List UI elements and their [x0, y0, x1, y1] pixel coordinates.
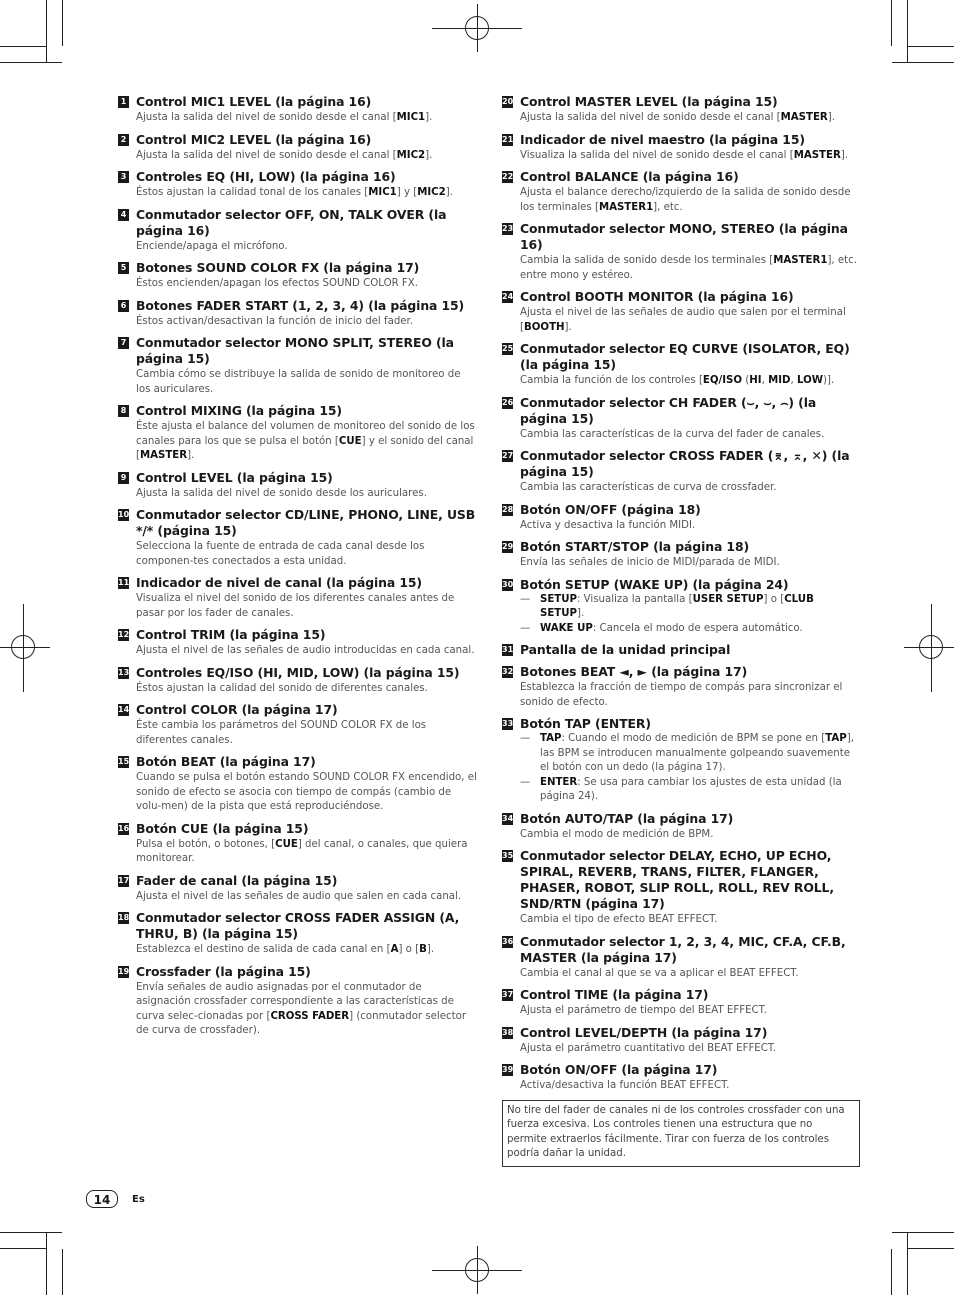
item-title: Fader de canal (la página 15) — [136, 872, 338, 888]
item-number-badge: 24 — [502, 292, 514, 301]
item-title: Conmutador selector OFF, ON, TALK OVER (la página 16) — [136, 206, 447, 238]
list-item-17 — [118, 873, 478, 905]
list-item-11 — [118, 575, 478, 621]
item-title: Conmutador selector DELAY, ECHO, UP ECHO, SPIRAL, REVERB, TRANS, FILTER, FLANGER, PHASER, ROBOT, SLIP ROLL, ROLL, REV ROLL, SND/RTN (página 17) — [520, 848, 834, 911]
item-description: Establezca el destino de salida de cada canal en [A] o [B]. — [136, 944, 435, 955]
item-description: Éste ajusta el balance del volumen de monitoreo del sonido de los canales para los que se pulsa el botón [CUE] y el sonido del canal [MASTER]. — [136, 421, 475, 461]
item-number-badge: 1 — [118, 96, 129, 108]
item-number-badge: 6 — [118, 300, 129, 312]
item-number-badge: 20 — [502, 97, 514, 106]
item-title: Control LEVEL/DEPTH (la página 17) — [520, 1024, 768, 1040]
item-description: Cambia el canal al que se va a aplicar el BEAT EFFECT. — [520, 967, 799, 979]
item-number-badge: 5 — [118, 262, 129, 274]
item-title: Conmutador selector CROSS FADER ASSIGN (A, THRU, B) (la página 15) — [136, 910, 460, 941]
item-description: Activa y desactiva la función MIDI. — [520, 519, 696, 531]
item-number-badge: 38 — [502, 1027, 514, 1037]
item-description: Selecciona la fuente de entrada de cada canal desde los componen-tes conectados a esta unidad. — [136, 541, 425, 567]
list-item-19 — [118, 964, 478, 1039]
list-item-28 — [502, 502, 860, 534]
list-item-10 — [118, 507, 478, 569]
list-item-15 — [118, 754, 478, 815]
item-description: Ajusta la salida del nivel de sonido desde el canal [MASTER]. — [520, 112, 835, 123]
sub-bullet-text: WAKE UP: Cancela el modo de espera automático. — [540, 622, 803, 634]
item-number-badge: 33 — [502, 719, 514, 728]
item-description: Envía señales de audio asignadas por el conmutador de asignación crossfader correspondiente a las características de curva selec-cionadas por [CROSS FADER] (conmutador selector de curva de crossfader). — [136, 981, 467, 1036]
item-description: Éstos ajustan la calidad del sonido de diferentes canales. — [136, 682, 428, 694]
item-title: Botón TAP (ENTER) — [520, 716, 651, 731]
item-title: Control BOOTH MONITOR (la página 16) — [520, 289, 794, 304]
item-description: Ajusta el parámetro cuantitativo del BEAT EFFECT. — [520, 1042, 777, 1054]
item-description: Ajusta el balance derecho/izquierdo de la salida de sonido desde los terminales [MASTER1], etc. — [520, 187, 851, 213]
item-number-badge: 12 — [118, 630, 130, 639]
item-description: Envía las señales de inicio de MIDI/parada de MIDI. — [520, 557, 780, 568]
list-item-31 — [502, 642, 860, 658]
item-description: Ajusta la salida del nivel de sonido desde el canal [MIC1]. — [136, 112, 433, 123]
item-description: Ajusta el nivel de las señales de audio introducidas en cada canal. — [136, 645, 475, 656]
item-description: Pulsa el botón, o botones, [CUE] del canal, o canales, que quiera monitorear. — [136, 838, 468, 864]
item-title: Control MIC2 LEVEL (la página 16) — [136, 131, 372, 147]
list-item-22 — [502, 169, 860, 215]
item-number-badge: 30 — [502, 579, 514, 589]
item-description: Ajusta el parámetro de tiempo del BEAT EFFECT. — [520, 1005, 767, 1016]
item-number-badge: 15 — [118, 757, 130, 766]
page-number: 14 — [86, 1190, 118, 1208]
item-title: Control MIC1 LEVEL (la página 16) — [136, 94, 372, 109]
left-column — [118, 94, 478, 1045]
item-title: Botón ON/OFF (la página 17) — [520, 1062, 718, 1077]
list-item-2 — [118, 132, 478, 164]
item-description: Enciende/apaga el micrófono. — [136, 240, 288, 252]
item-sub-bullet — [520, 593, 860, 622]
item-title: Botón ON/OFF (página 18) — [520, 501, 701, 517]
list-item-6 — [118, 298, 478, 330]
item-title: Conmutador selector MONO SPLIT, STEREO (la página 15) — [136, 335, 454, 366]
item-description: Cambia la salida de sonido desde los terminales [MASTER1], etc. entre mono y estéreo. — [520, 255, 858, 281]
item-number-badge: 2 — [118, 134, 129, 146]
item-number-badge: 19 — [118, 966, 130, 976]
sub-bullet-text: TAP: Cuando el modo de medición de BPM se pone en [TAP], las BPM se introducen manualmente golpeando suavemente el botón con un dedo (la página 17). — [540, 733, 854, 773]
item-description: Cambia la función de los controles [EQ/ISO (HI, MID, LOW)]. — [520, 375, 835, 386]
item-title: Control BALANCE (la página 16) — [520, 169, 739, 184]
item-number-badge: 18 — [118, 913, 130, 922]
item-title: Crossfader (la página 15) — [136, 963, 311, 979]
item-number-badge: 34 — [502, 813, 514, 823]
item-number-badge: 16 — [118, 823, 130, 833]
item-title: Pantalla de la unidad principal — [520, 642, 731, 657]
item-number-badge: 13 — [118, 667, 130, 677]
item-title: Botones SOUND COLOR FX (la página 17) — [136, 260, 420, 275]
item-number-badge: 37 — [502, 990, 514, 999]
list-item-7 — [118, 335, 478, 397]
item-title: Conmutador selector CD/LINE, PHONO, LINE, USB */* (página 15) — [136, 507, 476, 538]
list-item-1 — [118, 94, 478, 126]
item-title: Indicador de nivel de canal (la página 15) — [136, 575, 422, 590]
list-item-4 — [118, 207, 478, 255]
item-number-badge: 27 — [502, 451, 514, 460]
item-description: Visualiza el nivel del sonido de los diferentes canales antes de pasar por los fader de canales. — [136, 593, 455, 619]
item-title: Conmutador selector CH FADER (⌣, ⌣, ⌢) (la página 15) — [520, 394, 817, 426]
item-number-badge: 9 — [118, 472, 129, 484]
list-item-29 — [502, 539, 860, 571]
item-title: Control MASTER LEVEL (la página 15) — [520, 94, 778, 109]
item-number-badge: 22 — [502, 172, 514, 181]
list-item-8 — [118, 403, 478, 464]
item-title: Control MIXING (la página 15) — [136, 403, 342, 418]
item-title: Controles EQ (HI, LOW) (la página 16) — [136, 169, 396, 184]
item-title: Conmutador selector 1, 2, 3, 4, MIC, CF.A, CF.B, MASTER (la página 17) — [520, 933, 846, 965]
item-title: Conmutador selector EQ CURVE (ISOLATOR, EQ) (la página 15) — [520, 341, 850, 372]
list-item-23 — [502, 221, 860, 283]
list-item-39 — [502, 1062, 860, 1094]
item-description: Éstos encienden/apagan los efectos SOUND COLOR FX. — [136, 278, 418, 289]
item-number-badge: 10 — [118, 510, 130, 519]
item-description: Cambia las características de la curva del fader de canales. — [520, 428, 825, 440]
item-number-badge: 26 — [502, 397, 514, 407]
list-item-38 — [502, 1025, 860, 1057]
right-column — [502, 94, 860, 1167]
item-description: Éstos activan/desactivan la función de inicio del fader. — [136, 315, 414, 327]
list-item-18 — [118, 910, 478, 958]
sub-bullet-text: ENTER: Se usa para cambiar los ajustes de esta unidad (la página 24). — [540, 776, 842, 802]
item-number-badge: 32 — [502, 667, 514, 676]
list-item-12 — [118, 627, 478, 659]
item-description: Ajusta el nivel de las señales de audio que salen en cada canal. — [136, 890, 462, 902]
dash-marker: — — [520, 733, 531, 744]
item-title: Control LEVEL (la página 15) — [136, 469, 333, 485]
item-title: Control TRIM (la página 15) — [136, 627, 326, 642]
list-item-34 — [502, 811, 860, 843]
item-description: Éste cambia los parámetros del SOUND COLOR FX de los diferentes canales. — [136, 720, 427, 746]
list-item-9 — [118, 470, 478, 502]
list-item-27 — [502, 448, 860, 496]
list-item-13 — [118, 665, 478, 697]
item-number-badge: 3 — [118, 171, 129, 183]
item-number-badge: 36 — [502, 936, 514, 946]
item-title: Botones BEAT ◄, ► (la página 17) — [520, 664, 748, 679]
list-item-24 — [502, 289, 860, 335]
item-description: Cuando se pulsa el botón estando SOUND COLOR FX encendido, el sonido de efecto se asocia con tiempo de compás (cambio de volu-men) de la pista que está reproduciéndose. — [136, 772, 477, 812]
item-number-badge: 17 — [118, 875, 130, 885]
item-number-badge: 35 — [502, 851, 514, 860]
item-sub-bullet — [520, 776, 860, 805]
item-number-badge: 25 — [502, 344, 514, 353]
item-description: Establezca la fracción de tiempo de compás para sincronizar el sonido de efecto. — [520, 682, 843, 708]
list-item-25 — [502, 341, 860, 389]
language-code: Es — [132, 1194, 145, 1205]
item-title: Controles EQ/ISO (HI, MID, LOW) (la página 15) — [136, 664, 460, 680]
item-description: Éstos ajustan la calidad tonal de los canales [MIC1] y [MIC2]. — [136, 187, 453, 198]
list-item-14 — [118, 702, 478, 748]
item-description: Ajusta la salida del nivel de sonido desde los auriculares. — [136, 487, 427, 499]
item-description: Cambia el tipo de efecto BEAT EFFECT. — [520, 914, 718, 925]
item-number-badge: 4 — [118, 209, 129, 221]
item-number-badge: 29 — [502, 542, 514, 551]
item-number-badge: 7 — [118, 337, 129, 349]
item-number-badge: 39 — [502, 1065, 514, 1074]
list-item-3 — [118, 169, 478, 201]
item-title: Botón CUE (la página 15) — [136, 820, 309, 836]
item-title: Conmutador selector CROSS FADER (⌆, ⌅, ✕) (la página 15) — [520, 448, 850, 479]
item-description: Ajusta el nivel de las señales de audio que salen por el terminal [BOOTH]. — [520, 307, 846, 333]
list-item-36 — [502, 934, 860, 982]
sub-bullet-text: SETUP: Visualiza la pantalla [USER SETUP] o [CLUB SETUP]. — [540, 593, 814, 619]
item-title: Botones FADER START (1, 2, 3, 4) (la página 15) — [136, 297, 465, 313]
list-item-5 — [118, 260, 478, 292]
item-description: Visualiza la salida del nivel de sonido desde el canal [MASTER]. — [520, 149, 849, 161]
item-title: Botón AUTO/TAP (la página 17) — [520, 810, 734, 826]
item-number-badge: 21 — [502, 134, 514, 144]
list-item-37 — [502, 987, 860, 1019]
list-item-20 — [502, 94, 860, 126]
item-title: Control COLOR (la página 17) — [136, 702, 338, 717]
list-item-21 — [502, 132, 860, 164]
item-number-badge: 8 — [118, 405, 129, 417]
list-item-33 — [502, 716, 860, 805]
list-item-16 — [118, 821, 478, 867]
caution-note: No tire del fader de canales ni de los controles crossfader con una fuerza excesiva. Los controles tienen una estructura que no permite extraerlos fácilmente. Tirar con fuerza de los controles podría dañar la unidad. — [502, 1100, 860, 1167]
item-title: Control TIME (la página 17) — [520, 987, 709, 1002]
item-number-badge: 14 — [118, 705, 130, 714]
item-title: Botón SETUP (WAKE UP) (la página 24) — [520, 576, 789, 592]
item-sub-bullet — [520, 732, 860, 776]
item-number-badge: 11 — [118, 578, 130, 587]
item-title: Conmutador selector MONO, STEREO (la página 16) — [520, 221, 848, 252]
list-item-26 — [502, 395, 860, 443]
list-item-35 — [502, 848, 860, 928]
item-number-badge: 31 — [502, 645, 514, 654]
item-title: Botón START/STOP (la página 18) — [520, 539, 750, 554]
list-item-30 — [502, 577, 860, 637]
dash-marker: — — [520, 776, 531, 788]
dash-marker: — — [520, 593, 531, 605]
list-item-32 — [502, 664, 860, 710]
item-number-badge: 23 — [502, 224, 514, 233]
dash-marker: — — [520, 622, 531, 634]
item-description: Cambia el modo de medición de BPM. — [520, 828, 714, 840]
item-number-badge: 28 — [502, 504, 514, 514]
item-description: Ajusta la salida del nivel de sonido desde el canal [MIC2]. — [136, 149, 433, 161]
item-sub-bullet — [520, 622, 860, 637]
item-description: Cambia cómo se distribuye la salida de sonido de monitoreo de los auriculares. — [136, 369, 461, 395]
item-description: Cambia las características de curva de crossfader. — [520, 482, 777, 493]
item-title: Indicador de nivel maestro (la página 15) — [520, 131, 805, 147]
item-title: Botón BEAT (la página 17) — [136, 754, 316, 769]
item-description: Activa/desactiva la función BEAT EFFECT. — [520, 1080, 730, 1091]
